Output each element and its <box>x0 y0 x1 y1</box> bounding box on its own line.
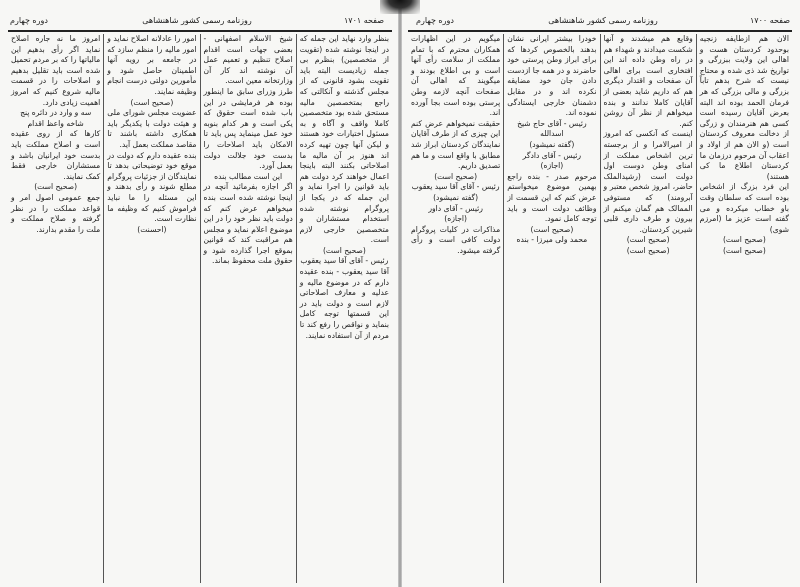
text-column <box>408 34 503 583</box>
header-rule <box>8 30 392 32</box>
paragraph: میگویم در این اظهارات همکاران محترم که با تمام مملکت از سلامت رأی آنها است و بی اطلاع بودند و میگویند که اهالی آن صفحات آنچه لازمه وطن پرستی بوده است بجا آورده اند. <box>411 34 501 118</box>
page-header <box>416 16 790 28</box>
issue-label: دوره چهارم <box>416 16 454 25</box>
paragraph: (احسنت) <box>137 224 167 234</box>
text-column <box>696 34 792 583</box>
paragraph: (صحیح است) <box>530 224 574 234</box>
paragraph: (صحیح است) <box>434 171 478 181</box>
paragraph: کارها که از روی عقیده است و اصلاح مملکت باید بدست خود ایرانیان باشد و مستشاران خارجی فقط کمک نمایند. <box>11 129 101 181</box>
text-column <box>8 34 103 583</box>
paragraph: (صحیح است) <box>626 245 670 255</box>
paragraph: اینست که آنکسی که امروز از امیرالامرا و از برجسته ترین اشخاص مملکت از امنای وطن دوست اول دولت است (رشیدالملک حاضر، امروز شخص معتبر و آبرومند) که مستوفی الممالک هم گمان میکنم از بیرون و طرف داری قلبی شیرین کردستان. <box>603 129 693 234</box>
paragraph: جمع عمومی اصول امر و قواعد مملکت را در نظر گرفته و صلاح مملکت و ملت را مقدم بدارند. <box>11 192 101 234</box>
paragraph: الان هم ازطایفه زنجیه بوحدود کردستان هست و اهالی این ولایت ببزرگی و تواریخ شد ذی شده و محتاج نیست که شرح بدهم تاباً بزرگی و مالی بزرگی که هر فرمان الحمد بوده اند البته بعرض آقایان رسیده است کسی هم هنرمندان و زرگی از دخالت معروف کردستان است (و الان هم از اولاد و اعقاب آن مرحوم درزمان ما کردستان اطلاع ما کی هستند) <box>699 34 789 181</box>
paragraph: محمد ولی میرزا - بنده <box>516 235 588 245</box>
header-rule <box>408 30 792 32</box>
paragraph: عضویت مجلس شورای ملی و هیئت دولت با یکدیگر باید همکاری داشته باشند تا مقاصد مملکت بعمل آید. <box>107 108 197 149</box>
text-column <box>296 34 392 583</box>
paragraph: این است مطالب بنده <box>214 171 283 181</box>
paragraph: (صحیح است) <box>626 235 670 245</box>
paragraph: بنده عقیده دارم که دولت در موقع خود توضیحاتی بدهد تا نمایندگان از جزئیات پروگرام مطلع شوند و رأی بدهند و این مسئله را ما نباید فراموش کنیم که وظیفه ما نظارت است. <box>107 150 197 224</box>
text-column <box>503 34 599 583</box>
paragraph: بنظر وارد نهاید این جمله که در اینجا نوشته شده (تقویت از متخصصین) بنظرم بی جمله زیادیست البته باید تقویت بشود قانونی که از مجلس گذشته و آنکالتی که راجع بمتخصصین مالیه مستحق شده بود متخصصین کاملا واقف و آگاه و به مسئول اختیارات خود هستند و لیکن آنها چون تهیه کرده اند هنوز بر آن مالیه ما اصلاحاتی بکنند البته باینجا اعمال خواهند کرد دولت هم باید قوانین را اجرا نماید و این جمله که در یکجا از پروگرام نوشته شده استخدام مستشاران و متخصصین خارجی لازم است. <box>299 34 389 245</box>
text-column <box>200 34 296 583</box>
paragraph: مذاکرات در کلیات پروگرام دولت کافی است و رأی گرفته میشود. <box>411 224 501 255</box>
paragraph: (اجازه) <box>444 214 467 224</box>
paragraph: امروز ما نه جاره اصلاح نماید اگر رأی بدهیم این مالیاتها را که بر مردم تحمیل شده است باید تقلیل بدهیم و اصلاحات را در قسمت مالیه شروع کنیم که امروز اهمیت زیادی دارد. <box>11 34 101 107</box>
text-column <box>103 34 199 583</box>
paragraph: سه و وارد در دائره پنج شاخه واعظ اقدام <box>20 108 92 128</box>
columns <box>408 34 792 583</box>
paragraph: (گفته نمیشود) <box>433 192 479 202</box>
paragraph: وقایع هم میشدند و آنها شکست میدادند و شهداء هم در راه وطن داده اند این افتخاری است برای اهالی آن صفحات و اقتدار دیگری هم که داریم شاید بعضی از آقایان کاملا ندانند و بنده میخواهم از نظر آن روشن کنم. <box>603 34 693 128</box>
newspaper-title: روزنامه رسمی کشور شاهنشاهی <box>548 16 658 25</box>
right-page <box>400 0 800 587</box>
page-number: صفحه ۱۷۰۱ <box>343 16 384 25</box>
paragraph: رئیس - آقای دادگر <box>522 150 582 160</box>
paragraph: (صحیح است) <box>34 182 78 192</box>
paragraph: آقا سید یعقوب - بنده عقیده دارم که در موضوع مالیه و عدلیه و معارف اصلاحاتی لازم است و دولت باید در این قسمتها توجه کامل بنماید و نواقص را رفع کند تا مردم از آن استفاده نمایند. <box>299 267 389 340</box>
paragraph: خودرا بیشتر ایرانی نشان بدهند بالخصوص کردها که برای ابراز وطن پرستی خود حاضرند و در همه جا ازدست دادن جان خود مضایقه نکرده اند و در مقابل دشمنان خارجی ایستادگی نموده اند. <box>507 34 597 118</box>
page-fold-shadow <box>380 0 420 14</box>
paragraph: (صحیح است) <box>130 97 174 107</box>
paragraph: رئیس - آقای آقا سید یعقوب <box>300 256 389 266</box>
paragraph: حقیقت نمیخواهم عرض کنم این چیزی که از طرف آقایان نمایندگان کردستان ابراز شد مطابق با واقع است و ما هم تصدیق داریم. <box>411 118 501 171</box>
page-number: صفحه ۱۷۰۰ <box>749 16 790 25</box>
paragraph: (صحیح است) <box>722 235 766 245</box>
newspaper-title: روزنامه رسمی کشور شاهنشاهی <box>142 16 252 25</box>
paragraph: طرز وزرای سابق ما اینطور بوده هر فرمایشی در این باب شده است حقوق که یکی است و هر کدام بنوبه خود عمل مینماید پس باید تا الامکان باید اصلاحات را بدست خود جلالت دولت بعمل آورد. <box>203 86 293 171</box>
paragraph: (صحیح است) <box>722 245 766 255</box>
paragraph: (صحیح است) <box>322 245 366 255</box>
paragraph: این فرد بزرگ از اشخاص بوده است که سلطان وقت باو خطاب میکرده و می گفته است عزیز ما (امرزم شوی) <box>699 182 789 234</box>
paragraph: رئیس - آقای آقا سید یعقوب <box>411 182 500 192</box>
paragraph: رئیس - آقای حاج شیخ اسدالله <box>517 118 587 139</box>
paragraph: امور را عادلانه اصلاح نماید و امور مالیه را منظم سازد که در جامعه بر رویه آنها اطمینان حاصل شود و مأمورین دولتی درست انجام وظیفه نمایند. <box>107 34 197 96</box>
issue-label: دوره چهارم <box>10 16 48 25</box>
paragraph: اگر اجازه بفرمائید آنچه در اینجا نوشته شده است بنده میخواهم عرض کنم که دولت باید نظر خود را در این موضوع اعلام نماید و مجلس هم مراقبت کند که قوانین بموقع اجرا گذارده شود و حقوق ملت محفوظ بماند. <box>203 182 293 266</box>
paragraph: (گفته نمیشود) <box>529 139 575 149</box>
page-header <box>10 16 384 28</box>
columns <box>8 34 392 583</box>
paragraph: (اجازه) <box>540 161 564 171</box>
page-gutter <box>398 0 402 587</box>
paragraph: شیخ الاسلام اصفهانی - بعضی جهات است اقدام اصلاح تنظیم و تعمیم عمل آن نوشته اند کار آن وزارتخانه معین است. <box>203 34 293 86</box>
text-column <box>600 34 696 583</box>
paragraph: رئیس - آقای داور <box>428 203 483 213</box>
paragraph: مرحوم صدر - بنده راجع بهمین موضوع میخواستم عرض کنم که این قسمت از وظائف دولت است و باید توجه کامل نمود. <box>507 171 597 224</box>
